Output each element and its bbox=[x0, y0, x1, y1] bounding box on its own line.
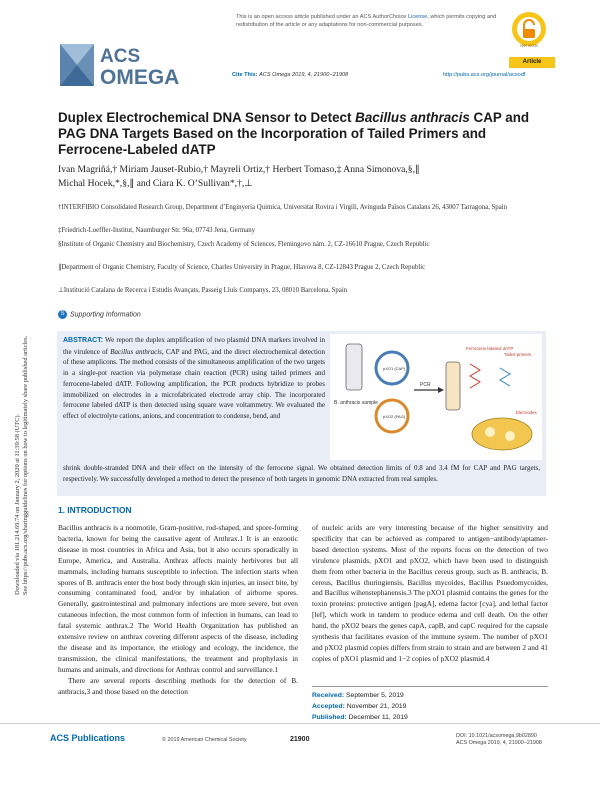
intro-paragraph-2: There are several reports describing methods for the detection of B. anthracis,3 and those based on the detection bbox=[58, 675, 298, 696]
acs-publications-logo: ACS Publications bbox=[50, 733, 126, 743]
pcr-tube-icon bbox=[446, 362, 460, 410]
cite-line: Cite This: ACS Omega 2019, 4, 21900−21908 bbox=[232, 72, 349, 78]
abstract-text-top: ABSTRACT: We report the duplex amplification of two plasmid DNA markers involved in the virulence of Bacillus anthracis, CAP and PAG, and the direct electrochemical detection of these amplicons. The method consists of the simultaneous amplification of the two targets in a single-pot reaction via polymerase chain reaction (PCR) using tailed primers and ferrocene-labeled dATP. Following amplification, the PCR products hybridize to probes immobilized on electrodes in a microfabricated electrode array chip. The incorporated ferrocene labeled dATP is then detected using square wave voltammetry. We evaluated the effect of electrolyte cations, anions, and concentration to condense, bend, and bbox=[63, 336, 325, 420]
publication-dates: Received: September 5, 2019 Accepted: November 21, 2019 Published: December 11, 2019 bbox=[312, 692, 408, 721]
section-heading-introduction: 1. INTRODUCTION bbox=[58, 505, 132, 515]
affiliation-3: §Institute of Organic Chemistry and Biochemistry, Czech Academy of Sciences, Flemingovo nám. 2, CZ-16610 Prague, Czech Republic bbox=[58, 241, 430, 248]
download-watermark: Downloaded via 181.214.69.74 on January 2, 2020 at 11:39:58 (UTC). See https://pubs.acs.org/sharingguidelines for options on how to legitimately share published articles. bbox=[14, 335, 30, 595]
affiliation-1: †INTERFIBIO Consolidated Research Group, Department d’Enginyeria Quimica, Universitat Rovira i Virgili, Avinguda Països Catalans 26, 43007 Tarragona, Spain bbox=[58, 204, 508, 211]
page-number: 21900 bbox=[290, 736, 310, 743]
author-list: Ivan Magriñá,† Miriam Jauset-Rubio,† Mayreli Ortiz,† Herbert Tomaso,‡ Anna Simonova,§,∥ Michal Hocek,*,§,∥ and Ciara K. O’Sullivan*,†,⊥ bbox=[58, 164, 420, 190]
toc-sample-label: B. anthracis sample bbox=[334, 400, 378, 406]
open-access-badge-icon bbox=[510, 10, 548, 48]
affiliation-4: ∥Department of Organic Chemistry, Faculty of Science, Charles University in Prague, Hlavova 8, CZ-12843 Prague 2, Czech Republic bbox=[58, 264, 426, 271]
affiliation-2: ‡Friedrich-Loeffler-Institut, Naumburger Str. 96a, 07743 Jena, Germany bbox=[58, 227, 256, 234]
toc-plasmid1-label: pXO1 (CAP) bbox=[383, 366, 406, 371]
logo-top-text: ACS bbox=[100, 46, 141, 67]
article-title: Duplex Electrochemical DNA Sensor to Detect Bacillus anthracis CAP and PAG DNA Targets Based on the Incorporation of Tailed Primers and Ferrocene-Labeled dATP bbox=[58, 110, 530, 157]
info-icon: S bbox=[58, 310, 67, 319]
abstract-text-bottom: shrink double-stranded DNA and their effect on the intensity of the ferrocene signal. We obtained detection limits of 0.8 and 3.4 fM for CAP and PAG targets, respectively. We successfully developed a method to detect the presence of both targets in genomic DNA extracted from real samples. bbox=[63, 464, 540, 483]
footer-divider bbox=[0, 723, 600, 724]
badge-text: open access bbox=[520, 43, 538, 48]
copyright: © 2019 American Chemical Society bbox=[162, 737, 247, 743]
sample-tube-icon bbox=[346, 344, 362, 390]
doi-link[interactable]: DOI: 10.1021/acsomega.9b02890 bbox=[456, 733, 537, 739]
toc-pcr-label: PCR bbox=[420, 382, 431, 388]
toc-plasmid2-label: pXO2 (PAG) bbox=[383, 414, 406, 419]
toc-graphic bbox=[330, 334, 542, 460]
journal-url-link[interactable]: http://pubs.acs.org/journal/acsodf bbox=[443, 72, 526, 78]
affiliation-5: ⊥Institució Catalana de Recerca i Estudis Avançats, Passeig Lluís Companys, 23, 08010 Barcelona, Spain bbox=[58, 287, 348, 294]
intro-paragraph-1: Bacillus anthracis is a nonmotile, Gram-positive, rod-shaped, and spore-forming bacteria, known for being the causative agent of Anthrax.1 It is an enzootic disease in most countries in Africa and Asia, but it also occurs sporadically in Europe, America, and Australia. Anthrax affects mainly herbivores but all mammals, including humans susceptible to infection. The infection starts when spores of B. anthracis enter the host body through skin injuries, an insect bite, by consuming contaminated food, and/or by inhalation of airborne spores. Generally, gastrointestinal and pulmonary infections are more severe, but even cutaneous infection, the most common form of infection in humans, can lead to fatal systemic anthrax.2 The World Health Organization has published an extensive review on anthrax covering different aspects of the disease, including the disease and its importance, the etiology and ecology, the incidence, the transmission, the clinical manifestations, the treatment and prophylaxis in humans and animals, and directions for Anthrax control and surveillance.1 bbox=[58, 523, 298, 674]
body-column-1 bbox=[58, 523, 298, 698]
license-link[interactable]: License bbox=[407, 14, 428, 20]
electrode-chip-icon bbox=[472, 418, 532, 450]
toc-ferrocene-label: Ferrocene labeled dATP bbox=[466, 346, 514, 351]
dates-divider bbox=[312, 686, 548, 687]
toc-electrodes-label: Electrodes bbox=[516, 410, 537, 415]
license-notice: This is an open access article published under an ACS AuthorChoice License, which permits copying and redistribution of the article or any adaptations for non-commercial purposes. bbox=[236, 14, 497, 28]
acs-omega-logo bbox=[60, 40, 260, 90]
doi-info: DOI: 10.1021/acsomega.9b02890 ACS Omega 2019, 4, 21900−21908 bbox=[456, 733, 542, 746]
article-type-tab: Article bbox=[509, 57, 555, 68]
toc-tailed-label: Tailed primers bbox=[504, 352, 532, 357]
supporting-information-link[interactable]: S Supporting Information bbox=[58, 310, 141, 319]
body-column-2: of nucleic acids are very interesting because of the higher sensitivity and specificity that can be achieved as compared to antigen−antibody/aptamer-based detection systems. Most of the reports focus on the detection of two virulence plasmids, pXO1 and pXO2, which have been used to distinguish them from other bacteria in the Bacillus cereus group, such as B. anthracis, B. cereus, Bacillus thuringiensis, Bacillus mycoides, Bacillus Psuedomycoides, and Bacillus wihenstephanensis.3 The pXO1 plasmid contains the genes for the toxin proteins: protective antigen [pagA], edema factor [cya], and lethal factor [lef], which work in tandem to produce edema and cell death. On the other hand, the pXO2 bears the genes capA, capB, and capC required for the capsule synthesis that facilitates evasion of the immune system. The number of pXO1 and pXO2 plasmid copies differs from strain to strain and are between 2 and 41 copies of pXO1 plasmid and 1−2 copies of pXO2 plasmid.4 bbox=[312, 523, 548, 663]
logo-bottom-text: OMEGA bbox=[100, 66, 180, 89]
